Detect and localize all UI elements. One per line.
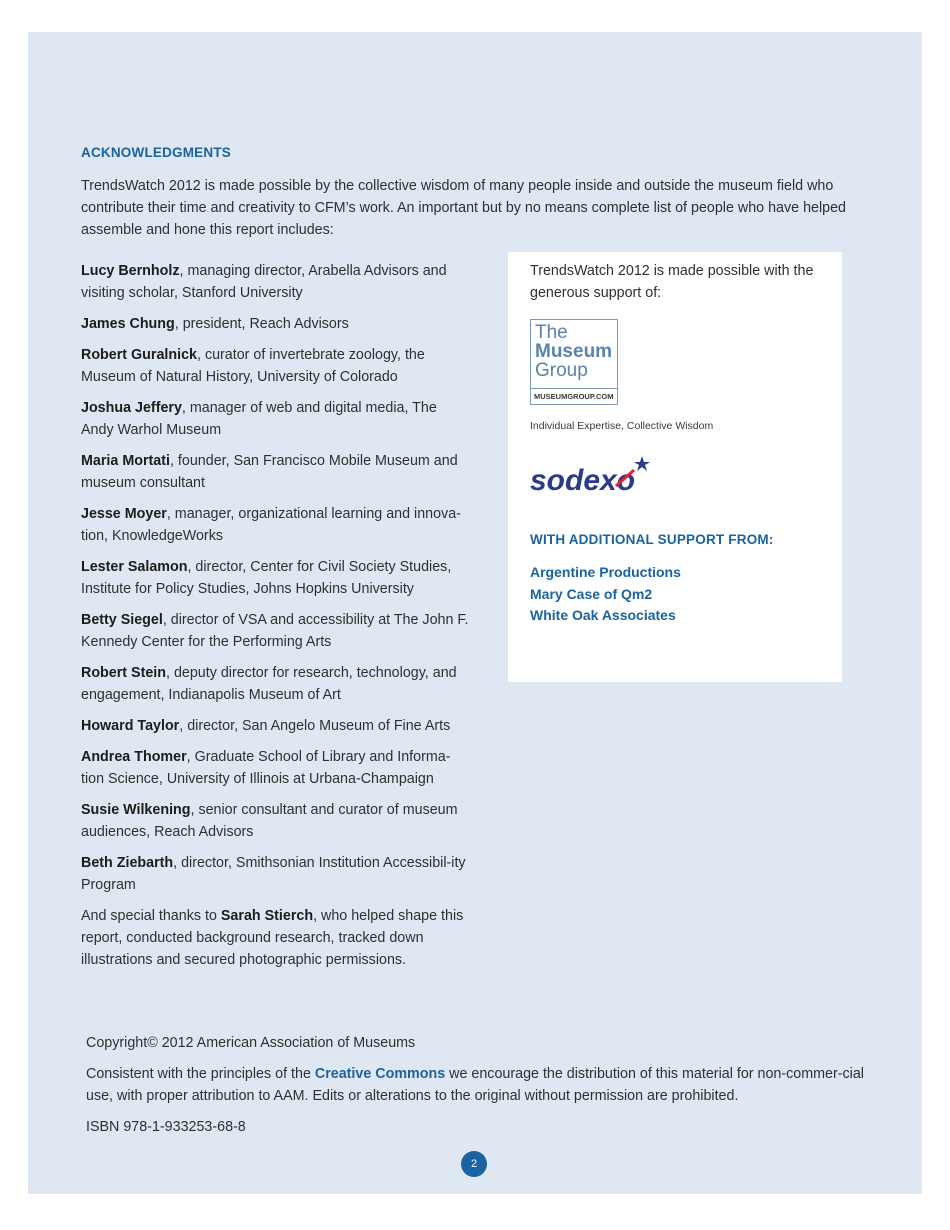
museum-group-url: MUSEUMGROUP.COM (534, 392, 614, 401)
list-item (81, 556, 471, 600)
cc-before: Consistent with the principles of the (86, 1066, 315, 1082)
page-number: 2 (461, 1151, 487, 1177)
sodexo-wordmark: sodexo (530, 464, 636, 497)
cc-paragraph (86, 1063, 866, 1107)
person-desc: , managing director, Arabella Advisors and visiting scholar, Stanford University (81, 263, 447, 301)
person-desc: , senior consultant and curator of museum audiences, Reach Advisors (81, 802, 458, 840)
list-item (81, 852, 471, 896)
list-item (81, 503, 471, 547)
acknowledgments-heading: ACKNOWLEDGMENTS (81, 145, 231, 160)
person-name: Andrea Thomer (81, 749, 187, 765)
person-name: Lucy Bernholz (81, 263, 180, 279)
museum-group-logo-line3: Group (535, 360, 588, 381)
page-panel (28, 32, 922, 1194)
person-desc: , director, San Angelo Museum of Fine Arts (179, 718, 451, 734)
person-name: Betty Siegel (81, 612, 163, 628)
list-item: Mary Case of Qm2 (530, 585, 653, 602)
additional-support-heading: WITH ADDITIONAL SUPPORT FROM: (530, 532, 774, 547)
list-item (81, 344, 471, 388)
list-item (81, 746, 471, 790)
person-name: Joshua Jeffery (81, 400, 182, 416)
special-thanks (81, 905, 471, 971)
list-item (81, 260, 471, 304)
person-name: Maria Mortati (81, 453, 170, 469)
creative-commons-link[interactable]: Creative Commons (314, 1066, 446, 1082)
list-item (81, 313, 471, 335)
list-item: White Oak Associates (530, 607, 676, 623)
person-desc: , president, Reach Advisors (174, 316, 349, 332)
museum-group-logo-line1: The (535, 322, 568, 343)
cc-after: we encourage the distribution of this material for non-commer-cial use, with proper attribution to AAM. Edits or alterations to the original without permission are prohibited. (86, 1066, 864, 1104)
sodexo-logo (530, 452, 660, 498)
isbn: ISBN 978-1-933253-68-8 (86, 1119, 246, 1135)
special-thanks-after: , who helped shape this report, conducted background research, tracked down illustrations and secured photographic permissions. (81, 908, 464, 968)
person-desc: , curator of invertebrate zoology, the Museum of Natural History, University of Colorado (81, 347, 425, 385)
museum-group-tagline: Individual Expertise, Collective Wisdom (530, 420, 714, 432)
person-desc: , director, Smithsonian Institution Accessibil-ity Program (81, 855, 466, 893)
person-desc: , director of VSA and accessibility at The John F. Kennedy Center for the Performing Arts (81, 612, 469, 650)
logo-divider (531, 388, 617, 389)
copyright: Copyright© 2012 American Association of Museums (86, 1035, 416, 1051)
person-name: James Chung (81, 316, 175, 332)
person-name: Sarah Stierch (220, 908, 314, 924)
museum-group-logo (530, 319, 618, 405)
special-thanks-before: And special thanks to (81, 908, 221, 924)
person-desc: , founder, San Francisco Mobile Museum and museum consultant (81, 453, 458, 491)
person-name: Robert Stein (81, 665, 166, 681)
list-item (81, 397, 471, 441)
additional-support-list (530, 562, 681, 627)
person-desc: , director, Center for Civil Society Studies, Institute for Policy Studies, Johns Hopkins University (81, 559, 452, 597)
sponsor-box (508, 252, 842, 682)
person-desc: , deputy director for research, technology, and engagement, Indianapolis Museum of Art (81, 665, 457, 703)
person-desc: , manager of web and digital media, The Andy Warhol Museum (81, 400, 437, 438)
sodexo-logo-graphic (530, 452, 660, 498)
list-item: Argentine Productions (530, 564, 681, 580)
person-name: Lester Salamon (81, 559, 188, 575)
person-name: Beth Ziebarth (81, 855, 174, 871)
acknowledgments-intro: TrendsWatch 2012 is made possible by the collective wisdom of many people inside and outside the museum field who contribute their time and creativity to CFM’s work. An important but by no means complete list of people who have helped assemble and hone this report includes: (81, 178, 847, 238)
list-item (81, 609, 471, 653)
list-item (81, 662, 471, 706)
person-desc: , Graduate School of Library and Informa-tion Science, University of Illinois at Urbana-Champaign (81, 749, 451, 787)
person-desc: , manager, organizational learning and innova-tion, KnowledgeWorks (81, 506, 461, 544)
person-name: Robert Guralnick (81, 347, 197, 363)
person-name: Susie Wilkening (81, 802, 191, 818)
person-name: Jesse Moyer (81, 506, 167, 522)
museum-group-logo-line2: Museum (535, 341, 613, 362)
people-list (81, 260, 471, 980)
star-icon (634, 456, 650, 471)
list-item (81, 450, 471, 494)
list-item (81, 715, 471, 737)
person-name: Howard Taylor (81, 718, 180, 734)
sponsor-intro: TrendsWatch 2012 is made possible with the generous support of: (530, 263, 814, 301)
footer (86, 1032, 866, 1147)
list-item (81, 799, 471, 843)
